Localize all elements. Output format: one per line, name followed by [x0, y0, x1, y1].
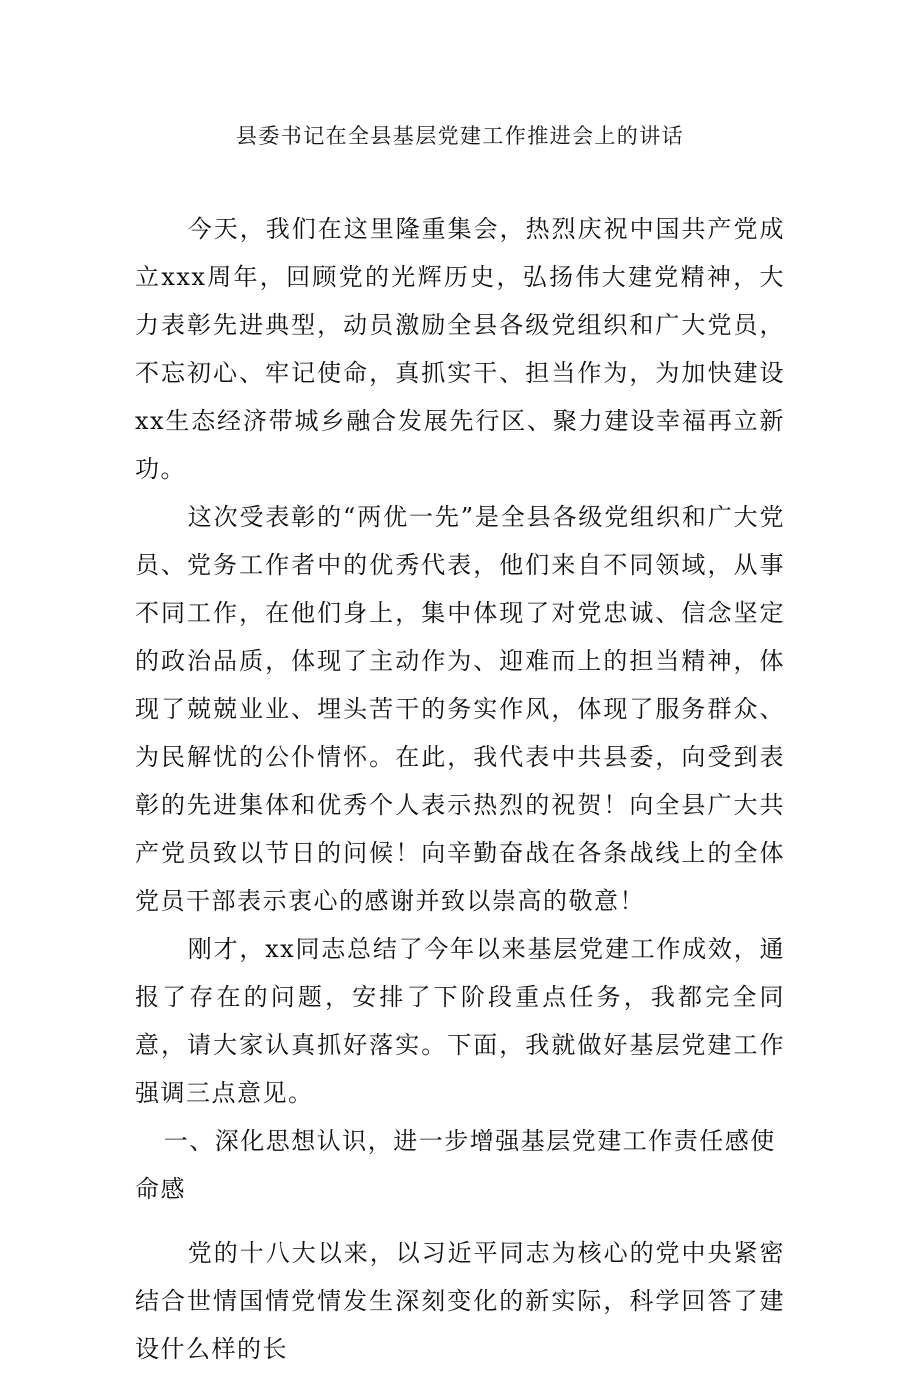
section-heading: 一、深化思想认识，进一步增强基层党建工作责任感使命感	[135, 1127, 776, 1203]
paragraph-opening: 今天，我们在这里隆重集会，热烈庆祝中国共产党成立xxx周年，回顾党的光辉历史，弘扬伟大建党精神，大力表彰先进典型，动员激励全县各级党组织和广大党员，不忘初心、牢记使命，真抓实干、担当作为，为加快建设xx生态经济带城乡融合发展先行区、聚力建设幸福再立新功。	[135, 215, 785, 483]
document-body	[135, 205, 785, 1373]
section-paragraph: 党的十八大以来，以习近平同志为核心的党中央紧密结合世情国情党情发生深刻变化的新实际，科学回答了建设什么样的长	[135, 1239, 785, 1363]
paragraph-commendation: 这次受表彰的“两优一先”是全县各级党组织和广大党员、党务工作者中的优秀代表，他们来自不同领域，从事不同工作，在他们身上，集中体现了对党忠诚、信念坚定的政治品质，体现了主动作为、迎难而上的担当精神，体现了兢兢业业、埋头苦干的务实作风，体现了服务群众、为民解忧的公仆情怀。在此，我代表中共县委，向受到表彰的先进集体和优秀个人表示热烈的祝贺！向全县广大共产党员致以节日的问候！向辛勤奋战在各条战线上的全体党员干部表示衷心的感谢并致以崇高的敬意！	[135, 503, 785, 915]
paragraph-transition: 刚才，xx同志总结了今年以来基层党建工作成效，通报了存在的问题，安排了下阶段重点任务，我都完全同意，请大家认真抓好落实。下面，我就做好基层党建工作强调三点意见。	[135, 935, 785, 1107]
document-title: 县委书记在全县基层党建工作推进会上的讲话	[236, 124, 684, 148]
